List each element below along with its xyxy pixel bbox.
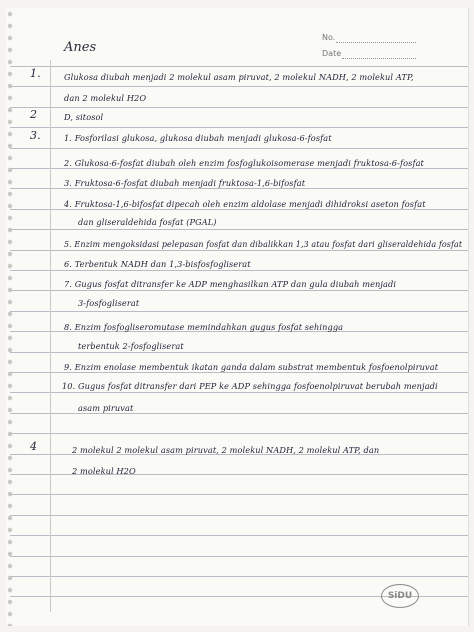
step-9: 9. Enzim enolase membentuk ikatan ganda dalam substrat membentuk fosfoenolpiruvat (64, 362, 439, 372)
header-date-line (342, 58, 416, 59)
answer-3-number: 3. (30, 129, 41, 142)
step-10-line-2: asam piruvat (78, 403, 134, 413)
ruled-line (10, 148, 468, 149)
ruled-line (10, 86, 468, 87)
step-5: 5. Enzim mengoksidasi pelepasan fosfat dan dibalikkan 1,3 atau fosfat dari gliseraldehida fosfat (64, 239, 463, 249)
answer-4-line-1: 2 molekul 2 molekul asam piruvat, 2 molekul NADH, 2 molekul ATP, dan (72, 445, 380, 455)
step-3: 3. Fruktosa-6-fosfat diubah menjadi fruktosa-1,6-bifosfat (64, 178, 306, 188)
ruled-line (10, 66, 468, 67)
step-10-line-1: 10. Gugus fosfat ditransfer dari PEP ke ADP sehingga fosfoenolpiruvat berubah menjadi (62, 381, 438, 391)
answer-4-number: 4 (30, 440, 38, 453)
step-4-line-2: dan gliseraldehida fosfat (PGAL) (78, 217, 217, 227)
header-date-label: Date (322, 49, 342, 58)
answer-1-number: 1. (30, 67, 41, 80)
step-7-line-1: 7. Gugus fosfat ditransfer ke ADP menghasilkan ATP dan gula diubah menjadi (64, 279, 397, 289)
ruled-line (10, 127, 468, 128)
answer-4-line-2: 2 molekul H2O (72, 466, 136, 476)
ruled-line (10, 107, 468, 108)
binding-holes (6, 8, 14, 626)
ruled-line (10, 290, 468, 291)
ruled-line (10, 270, 468, 271)
ruled-line (10, 352, 468, 353)
header-no-line (336, 42, 416, 43)
header-no-label: No. (322, 33, 336, 42)
ruled-line (10, 576, 468, 577)
ruled-line (10, 494, 468, 495)
answer-2-number: 2 (30, 108, 38, 121)
step-7-line-2: 3-fosfogliserat (78, 298, 140, 308)
sidu-logo-stamp: SiDU (381, 584, 419, 608)
step-8-line-1: 8. Enzim fosfogliseromutase memindahkan gugus fosfat sehingga (64, 322, 344, 332)
ruled-line (10, 229, 468, 230)
answer-1-line-1: Glukosa diubah menjadi 2 molekul asam piruvat, 2 molekul NADH, 2 molekul ATP, (64, 72, 414, 82)
step-6: 6. Terbentuk NADH dan 1,3-bisfosfogliserat (64, 259, 251, 269)
ruled-line (10, 168, 468, 169)
ruled-line (10, 556, 468, 557)
ruled-line (10, 250, 468, 251)
step-8-line-2: terbentuk 2-fosfogliserat (78, 341, 184, 351)
ruled-line (10, 392, 468, 393)
ruled-line (10, 311, 468, 312)
step-2: 2. Glukosa-6-fosfat diubah oleh enzim fosfoglukoisomerase menjadi fruktosa-6-fosfat (64, 158, 424, 168)
step-1: 1. Fosforilasi glukosa, glukosa diubah menjadi glukosa-6-fosfat (64, 133, 332, 143)
step-4-line-1: 4. Fruktosa-1,6-bifosfat dipecah oleh enzim aldolase menjadi dihidroksi aseton fosfat (64, 199, 426, 209)
answer-1-line-2: dan 2 molekul H2O (64, 93, 147, 103)
ruled-line (10, 535, 468, 536)
ruled-line (10, 372, 468, 373)
page-title: Anes (64, 40, 97, 55)
answer-2-line-1: D, sitosol (64, 112, 104, 122)
ruled-line (10, 433, 468, 434)
margin-line (50, 60, 51, 612)
ruled-line (10, 188, 468, 189)
ruled-line (10, 515, 468, 516)
